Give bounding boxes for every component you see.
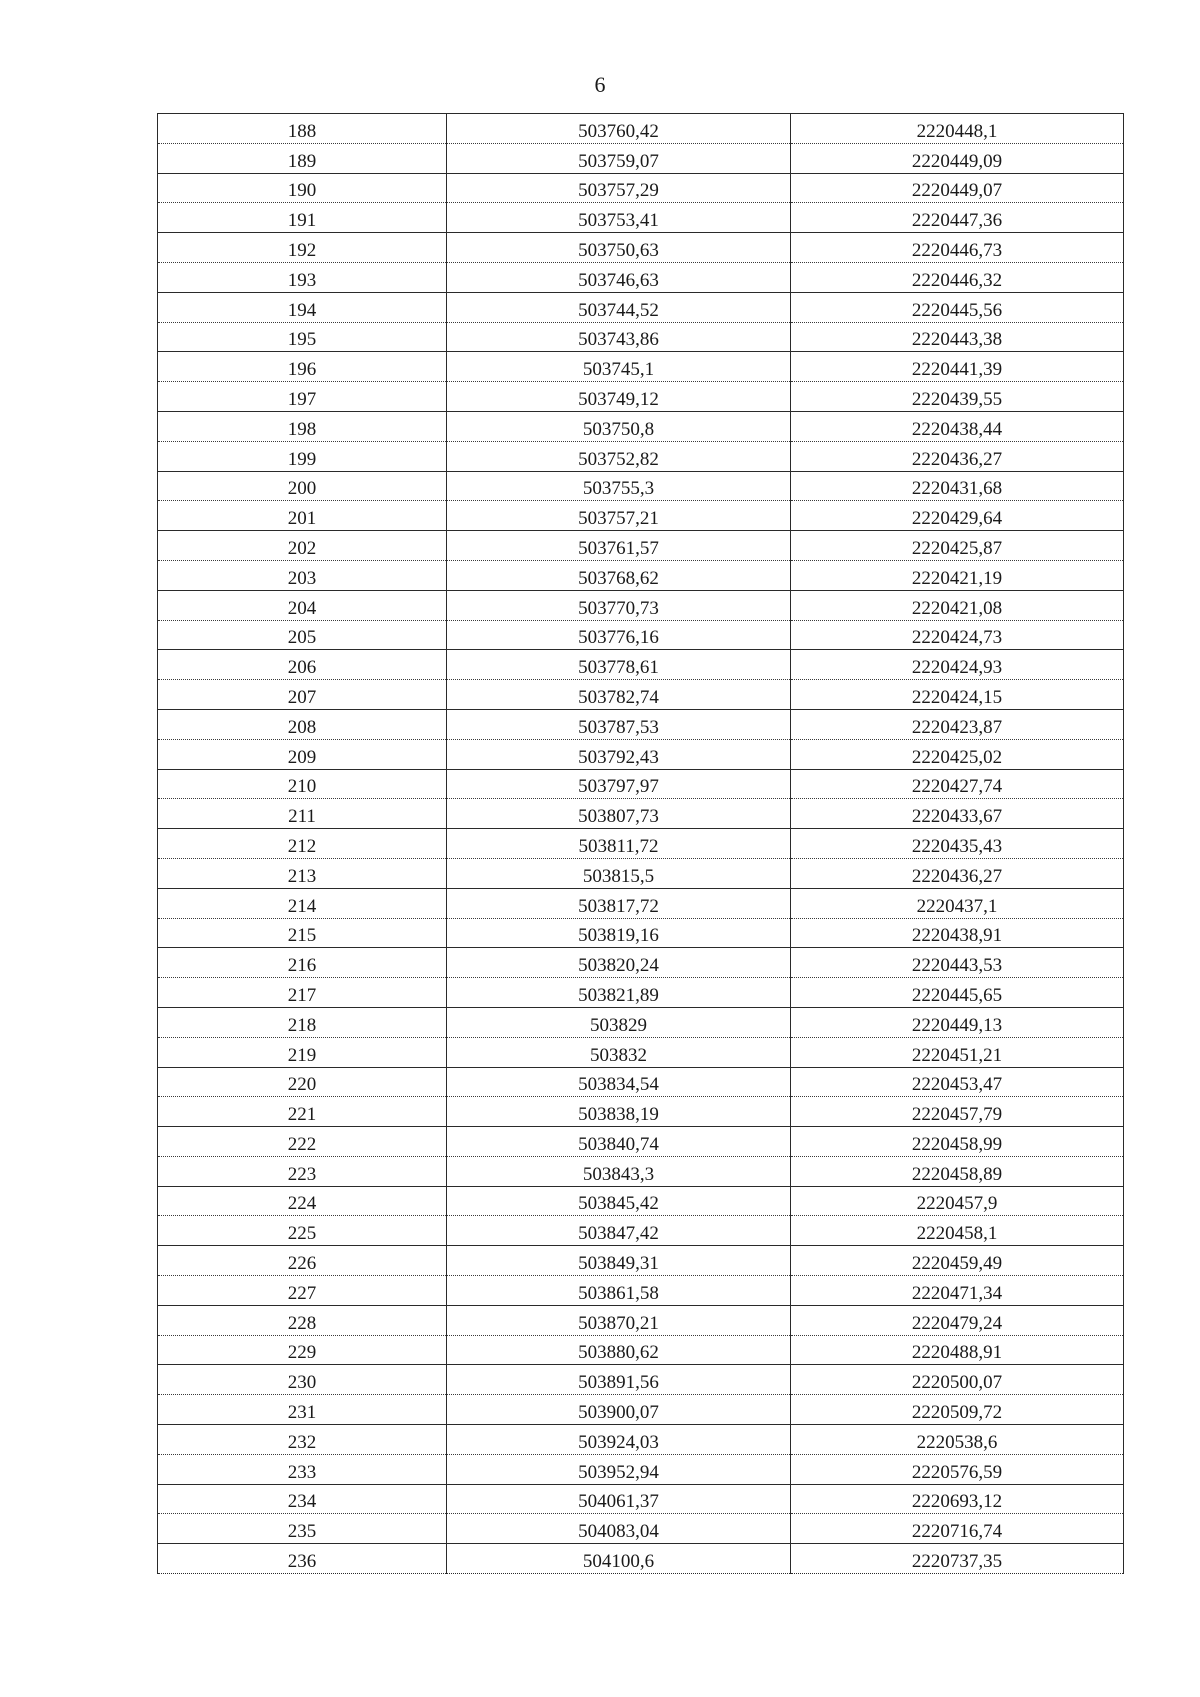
point-number-cell: 192 xyxy=(158,233,447,263)
y-coordinate-cell: 2220509,72 xyxy=(791,1395,1124,1425)
point-number-cell: 204 xyxy=(158,590,447,620)
table-row xyxy=(158,203,1124,233)
table-row xyxy=(158,262,1124,292)
point-number-cell: 196 xyxy=(158,352,447,382)
x-coordinate-cell: 503757,21 xyxy=(447,501,791,531)
x-coordinate-cell: 503746,63 xyxy=(447,262,791,292)
y-coordinate-cell: 2220479,24 xyxy=(791,1305,1124,1335)
x-coordinate-cell: 504100,6 xyxy=(447,1544,791,1574)
x-coordinate-cell: 503807,73 xyxy=(447,799,791,829)
table-row xyxy=(158,501,1124,531)
point-number-cell: 221 xyxy=(158,1097,447,1127)
table-row xyxy=(158,1454,1124,1484)
point-number-cell: 209 xyxy=(158,739,447,769)
y-coordinate-cell: 2220457,9 xyxy=(791,1186,1124,1216)
table-row xyxy=(158,650,1124,680)
point-number-cell: 188 xyxy=(158,114,447,144)
point-number-cell: 193 xyxy=(158,262,447,292)
table-row xyxy=(158,709,1124,739)
table-row xyxy=(158,1067,1124,1097)
y-coordinate-cell: 2220443,53 xyxy=(791,948,1124,978)
point-number-cell: 194 xyxy=(158,292,447,322)
table-row xyxy=(158,114,1124,144)
x-coordinate-cell: 503760,42 xyxy=(447,114,791,144)
point-number-cell: 225 xyxy=(158,1216,447,1246)
x-coordinate-cell: 503819,16 xyxy=(447,918,791,948)
y-coordinate-cell: 2220424,93 xyxy=(791,650,1124,680)
y-coordinate-cell: 2220458,99 xyxy=(791,1127,1124,1157)
y-coordinate-cell: 2220421,19 xyxy=(791,560,1124,590)
table-row xyxy=(158,1395,1124,1425)
point-number-cell: 216 xyxy=(158,948,447,978)
y-coordinate-cell: 2220446,73 xyxy=(791,233,1124,263)
table-row xyxy=(158,590,1124,620)
table-row xyxy=(158,1544,1124,1574)
x-coordinate-cell: 503820,24 xyxy=(447,948,791,978)
y-coordinate-cell: 2220443,38 xyxy=(791,322,1124,352)
y-coordinate-cell: 2220429,64 xyxy=(791,501,1124,531)
table-row xyxy=(158,1276,1124,1306)
y-coordinate-cell: 2220488,91 xyxy=(791,1335,1124,1365)
point-number-cell: 210 xyxy=(158,769,447,799)
y-coordinate-cell: 2220445,65 xyxy=(791,978,1124,1008)
x-coordinate-cell: 503811,72 xyxy=(447,829,791,859)
x-coordinate-cell: 503759,07 xyxy=(447,143,791,173)
table-row xyxy=(158,1007,1124,1037)
point-number-cell: 212 xyxy=(158,829,447,859)
point-number-cell: 227 xyxy=(158,1276,447,1306)
point-number-cell: 205 xyxy=(158,620,447,650)
x-coordinate-cell: 503749,12 xyxy=(447,382,791,412)
x-coordinate-cell: 503840,74 xyxy=(447,1127,791,1157)
y-coordinate-cell: 2220737,35 xyxy=(791,1544,1124,1574)
y-coordinate-cell: 2220457,79 xyxy=(791,1097,1124,1127)
point-number-cell: 229 xyxy=(158,1335,447,1365)
y-coordinate-cell: 2220427,74 xyxy=(791,769,1124,799)
table-row xyxy=(158,471,1124,501)
point-number-cell: 235 xyxy=(158,1514,447,1544)
point-number-cell: 215 xyxy=(158,918,447,948)
y-coordinate-cell: 2220435,43 xyxy=(791,829,1124,859)
x-coordinate-cell: 503900,07 xyxy=(447,1395,791,1425)
point-number-cell: 203 xyxy=(158,560,447,590)
x-coordinate-cell: 503870,21 xyxy=(447,1305,791,1335)
table-row xyxy=(158,978,1124,1008)
x-coordinate-cell: 503891,56 xyxy=(447,1365,791,1395)
y-coordinate-cell: 2220445,56 xyxy=(791,292,1124,322)
x-coordinate-cell: 503755,3 xyxy=(447,471,791,501)
y-coordinate-cell: 2220449,13 xyxy=(791,1007,1124,1037)
x-coordinate-cell: 503761,57 xyxy=(447,531,791,561)
y-coordinate-cell: 2220424,73 xyxy=(791,620,1124,650)
y-coordinate-cell: 2220441,39 xyxy=(791,352,1124,382)
table-row xyxy=(158,531,1124,561)
y-coordinate-cell: 2220425,87 xyxy=(791,531,1124,561)
y-coordinate-cell: 2220425,02 xyxy=(791,739,1124,769)
point-number-cell: 197 xyxy=(158,382,447,412)
y-coordinate-cell: 2220716,74 xyxy=(791,1514,1124,1544)
coordinates-table-body xyxy=(158,114,1124,1574)
point-number-cell: 226 xyxy=(158,1246,447,1276)
point-number-cell: 234 xyxy=(158,1484,447,1514)
table-row xyxy=(158,1097,1124,1127)
x-coordinate-cell: 503782,74 xyxy=(447,680,791,710)
point-number-cell: 220 xyxy=(158,1067,447,1097)
point-number-cell: 201 xyxy=(158,501,447,531)
y-coordinate-cell: 2220500,07 xyxy=(791,1365,1124,1395)
table-row xyxy=(158,560,1124,590)
point-number-cell: 233 xyxy=(158,1454,447,1484)
table-row xyxy=(158,1365,1124,1395)
table-row xyxy=(158,1305,1124,1335)
y-coordinate-cell: 2220436,27 xyxy=(791,441,1124,471)
point-number-cell: 198 xyxy=(158,411,447,441)
point-number-cell: 213 xyxy=(158,858,447,888)
point-number-cell: 190 xyxy=(158,173,447,203)
coordinates-table xyxy=(157,113,1124,1574)
point-number-cell: 223 xyxy=(158,1156,447,1186)
x-coordinate-cell: 503778,61 xyxy=(447,650,791,680)
y-coordinate-cell: 2220448,1 xyxy=(791,114,1124,144)
x-coordinate-cell: 503792,43 xyxy=(447,739,791,769)
table-row xyxy=(158,292,1124,322)
x-coordinate-cell: 503834,54 xyxy=(447,1067,791,1097)
table-row xyxy=(158,233,1124,263)
x-coordinate-cell: 503847,42 xyxy=(447,1216,791,1246)
table-row xyxy=(158,441,1124,471)
table-row xyxy=(158,829,1124,859)
y-coordinate-cell: 2220421,08 xyxy=(791,590,1124,620)
point-number-cell: 232 xyxy=(158,1425,447,1455)
table-row xyxy=(158,1156,1124,1186)
y-coordinate-cell: 2220439,55 xyxy=(791,382,1124,412)
point-number-cell: 195 xyxy=(158,322,447,352)
y-coordinate-cell: 2220693,12 xyxy=(791,1484,1124,1514)
table-row xyxy=(158,1484,1124,1514)
y-coordinate-cell: 2220471,34 xyxy=(791,1276,1124,1306)
x-coordinate-cell: 503829 xyxy=(447,1007,791,1037)
x-coordinate-cell: 503745,1 xyxy=(447,352,791,382)
y-coordinate-cell: 2220433,67 xyxy=(791,799,1124,829)
point-number-cell: 236 xyxy=(158,1544,447,1574)
y-coordinate-cell: 2220424,15 xyxy=(791,680,1124,710)
point-number-cell: 224 xyxy=(158,1186,447,1216)
point-number-cell: 207 xyxy=(158,680,447,710)
x-coordinate-cell: 503861,58 xyxy=(447,1276,791,1306)
x-coordinate-cell: 503768,62 xyxy=(447,560,791,590)
y-coordinate-cell: 2220453,47 xyxy=(791,1067,1124,1097)
table-row xyxy=(158,1335,1124,1365)
y-coordinate-cell: 2220458,89 xyxy=(791,1156,1124,1186)
point-number-cell: 191 xyxy=(158,203,447,233)
point-number-cell: 219 xyxy=(158,1037,447,1067)
x-coordinate-cell: 503750,63 xyxy=(447,233,791,263)
point-number-cell: 231 xyxy=(158,1395,447,1425)
y-coordinate-cell: 2220459,49 xyxy=(791,1246,1124,1276)
y-coordinate-cell: 2220438,44 xyxy=(791,411,1124,441)
y-coordinate-cell: 2220458,1 xyxy=(791,1216,1124,1246)
x-coordinate-cell: 503817,72 xyxy=(447,888,791,918)
point-number-cell: 189 xyxy=(158,143,447,173)
table-row xyxy=(158,858,1124,888)
x-coordinate-cell: 503843,3 xyxy=(447,1156,791,1186)
x-coordinate-cell: 503821,89 xyxy=(447,978,791,1008)
y-coordinate-cell: 2220447,36 xyxy=(791,203,1124,233)
table-row xyxy=(158,382,1124,412)
x-coordinate-cell: 503849,31 xyxy=(447,1246,791,1276)
y-coordinate-cell: 2220423,87 xyxy=(791,709,1124,739)
table-row xyxy=(158,1514,1124,1544)
point-number-cell: 206 xyxy=(158,650,447,680)
table-row xyxy=(158,1216,1124,1246)
table-row xyxy=(158,322,1124,352)
table-row xyxy=(158,799,1124,829)
table-row xyxy=(158,888,1124,918)
table-row xyxy=(158,143,1124,173)
point-number-cell: 200 xyxy=(158,471,447,501)
table-row xyxy=(158,918,1124,948)
table-row xyxy=(158,948,1124,978)
x-coordinate-cell: 503832 xyxy=(447,1037,791,1067)
x-coordinate-cell: 503750,8 xyxy=(447,411,791,441)
x-coordinate-cell: 503815,5 xyxy=(447,858,791,888)
y-coordinate-cell: 2220446,32 xyxy=(791,262,1124,292)
x-coordinate-cell: 503752,82 xyxy=(447,441,791,471)
point-number-cell: 214 xyxy=(158,888,447,918)
x-coordinate-cell: 503880,62 xyxy=(447,1335,791,1365)
page-number: 6 xyxy=(594,72,606,97)
point-number-cell: 222 xyxy=(158,1127,447,1157)
y-coordinate-cell: 2220449,07 xyxy=(791,173,1124,203)
table-row xyxy=(158,1186,1124,1216)
x-coordinate-cell: 503952,94 xyxy=(447,1454,791,1484)
point-number-cell: 202 xyxy=(158,531,447,561)
x-coordinate-cell: 503787,53 xyxy=(447,709,791,739)
x-coordinate-cell: 503757,29 xyxy=(447,173,791,203)
point-number-cell: 217 xyxy=(158,978,447,1008)
x-coordinate-cell: 504083,04 xyxy=(447,1514,791,1544)
point-number-cell: 211 xyxy=(158,799,447,829)
y-coordinate-cell: 2220451,21 xyxy=(791,1037,1124,1067)
x-coordinate-cell: 503753,41 xyxy=(447,203,791,233)
y-coordinate-cell: 2220431,68 xyxy=(791,471,1124,501)
table-row xyxy=(158,1037,1124,1067)
table-row xyxy=(158,411,1124,441)
point-number-cell: 208 xyxy=(158,709,447,739)
point-number-cell: 199 xyxy=(158,441,447,471)
table-row xyxy=(158,1246,1124,1276)
y-coordinate-cell: 2220437,1 xyxy=(791,888,1124,918)
table-row xyxy=(158,739,1124,769)
table-row xyxy=(158,352,1124,382)
x-coordinate-cell: 503770,73 xyxy=(447,590,791,620)
y-coordinate-cell: 2220538,6 xyxy=(791,1425,1124,1455)
x-coordinate-cell: 504061,37 xyxy=(447,1484,791,1514)
y-coordinate-cell: 2220436,27 xyxy=(791,858,1124,888)
x-coordinate-cell: 503743,86 xyxy=(447,322,791,352)
x-coordinate-cell: 503744,52 xyxy=(447,292,791,322)
y-coordinate-cell: 2220449,09 xyxy=(791,143,1124,173)
point-number-cell: 228 xyxy=(158,1305,447,1335)
table-row xyxy=(158,680,1124,710)
table-row xyxy=(158,173,1124,203)
table-row xyxy=(158,769,1124,799)
point-number-cell: 218 xyxy=(158,1007,447,1037)
x-coordinate-cell: 503845,42 xyxy=(447,1186,791,1216)
x-coordinate-cell: 503924,03 xyxy=(447,1425,791,1455)
point-number-cell: 230 xyxy=(158,1365,447,1395)
y-coordinate-cell: 2220438,91 xyxy=(791,918,1124,948)
x-coordinate-cell: 503797,97 xyxy=(447,769,791,799)
x-coordinate-cell: 503776,16 xyxy=(447,620,791,650)
table-row xyxy=(158,1127,1124,1157)
x-coordinate-cell: 503838,19 xyxy=(447,1097,791,1127)
y-coordinate-cell: 2220576,59 xyxy=(791,1454,1124,1484)
table-row xyxy=(158,1425,1124,1455)
table-row xyxy=(158,620,1124,650)
